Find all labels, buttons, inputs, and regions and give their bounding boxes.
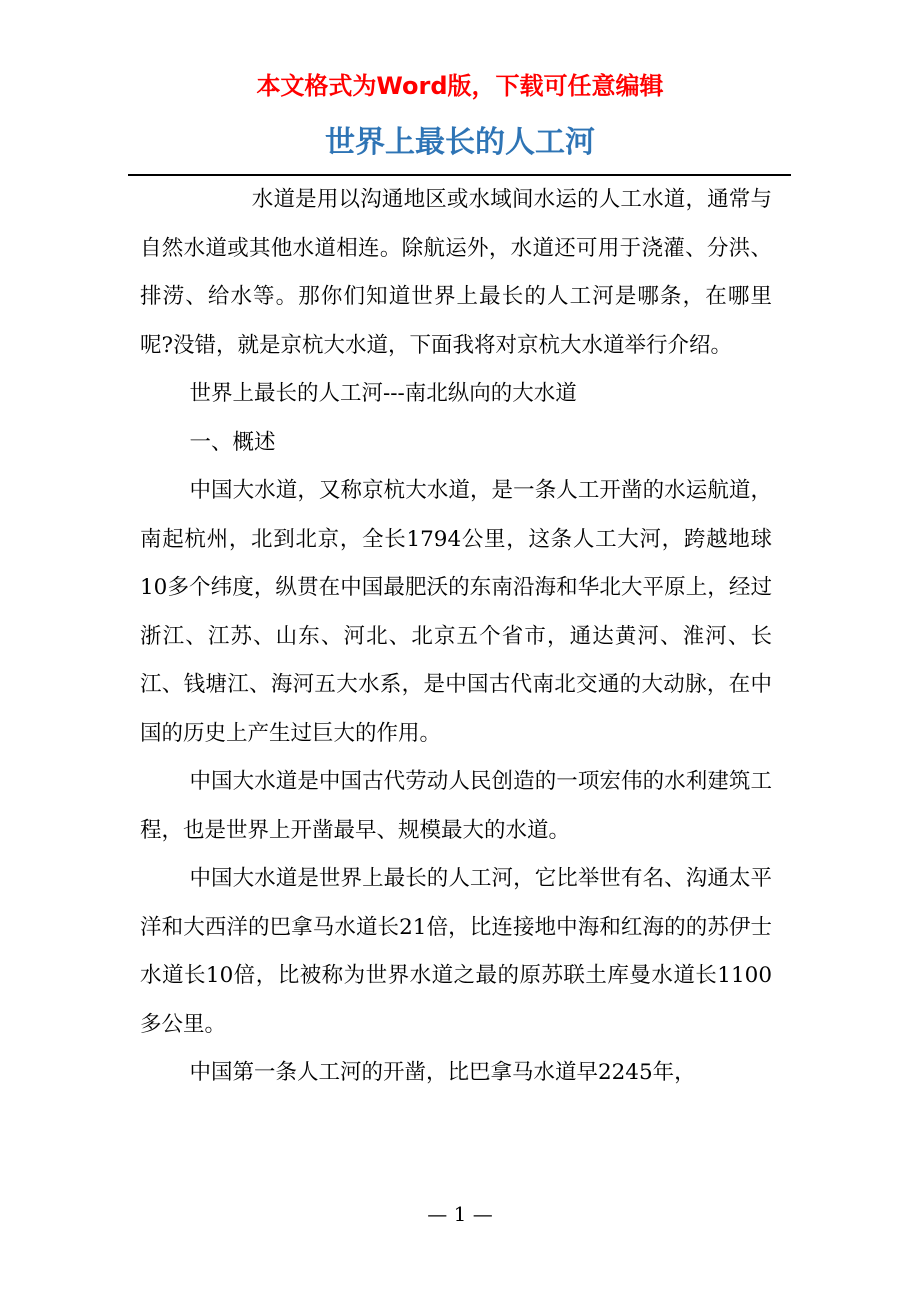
format-banner: 本文格式为Word版，下载可任意编辑 <box>256 72 664 100</box>
paragraph-intro: 水道是用以沟通地区或水域间水运的人工水道，通常与自然水道或其他水道相连。除航运外，水道还可用于浇灌、分洪、排涝、给水等。那你们知道世界上最长的人工河是哪条，在哪里呢?没错，就是京杭大水道，下面我将对京杭大水道举行介绍。 <box>140 187 772 358</box>
paragraph-subtitle: 世界上最长的人工河---南北纵向的大水道 <box>189 381 577 406</box>
paragraph-comparison: 中国大水道是世界上最长的人工河，它比举世有名、沟通太平洋和大西洋的巴拿马水道长21倍，比连接地中海和红海的的苏伊士水道长10倍，比被称为世界水道之最的原苏联土库曼水道长1100多公里。 <box>140 866 772 1037</box>
page-number: — 1 — <box>427 1202 493 1226</box>
document-body <box>140 176 772 1098</box>
paragraph-overview: 中国大水道，又称京杭大水道，是一条人工开凿的水运航道，南起杭州，北到北京，全长1794公里，这条人工大河，跨越地球10多个纬度，纵贯在中国最肥沃的东南沿海和华北大平原上，经过浙江、江苏、山东、河北、北京五个省市，通达黄河、淮河、长江、钱塘江、海河五大水系，是中国古代南北交通的大动脉，在中国的历史上产生过巨大的作用。 <box>140 478 772 746</box>
document-title: 世界上最长的人工河 <box>325 125 595 160</box>
paragraph-engineering: 中国大水道是中国古代劳动人民创造的一项宏伟的水利建筑工程，也是世界上开凿最早、规模最大的水道。 <box>140 769 772 843</box>
paragraph-history: 中国第一条人工河的开凿，比巴拿马水道早2245年， <box>189 1060 696 1085</box>
section-heading-overview: 一、概述 <box>189 429 276 455</box>
